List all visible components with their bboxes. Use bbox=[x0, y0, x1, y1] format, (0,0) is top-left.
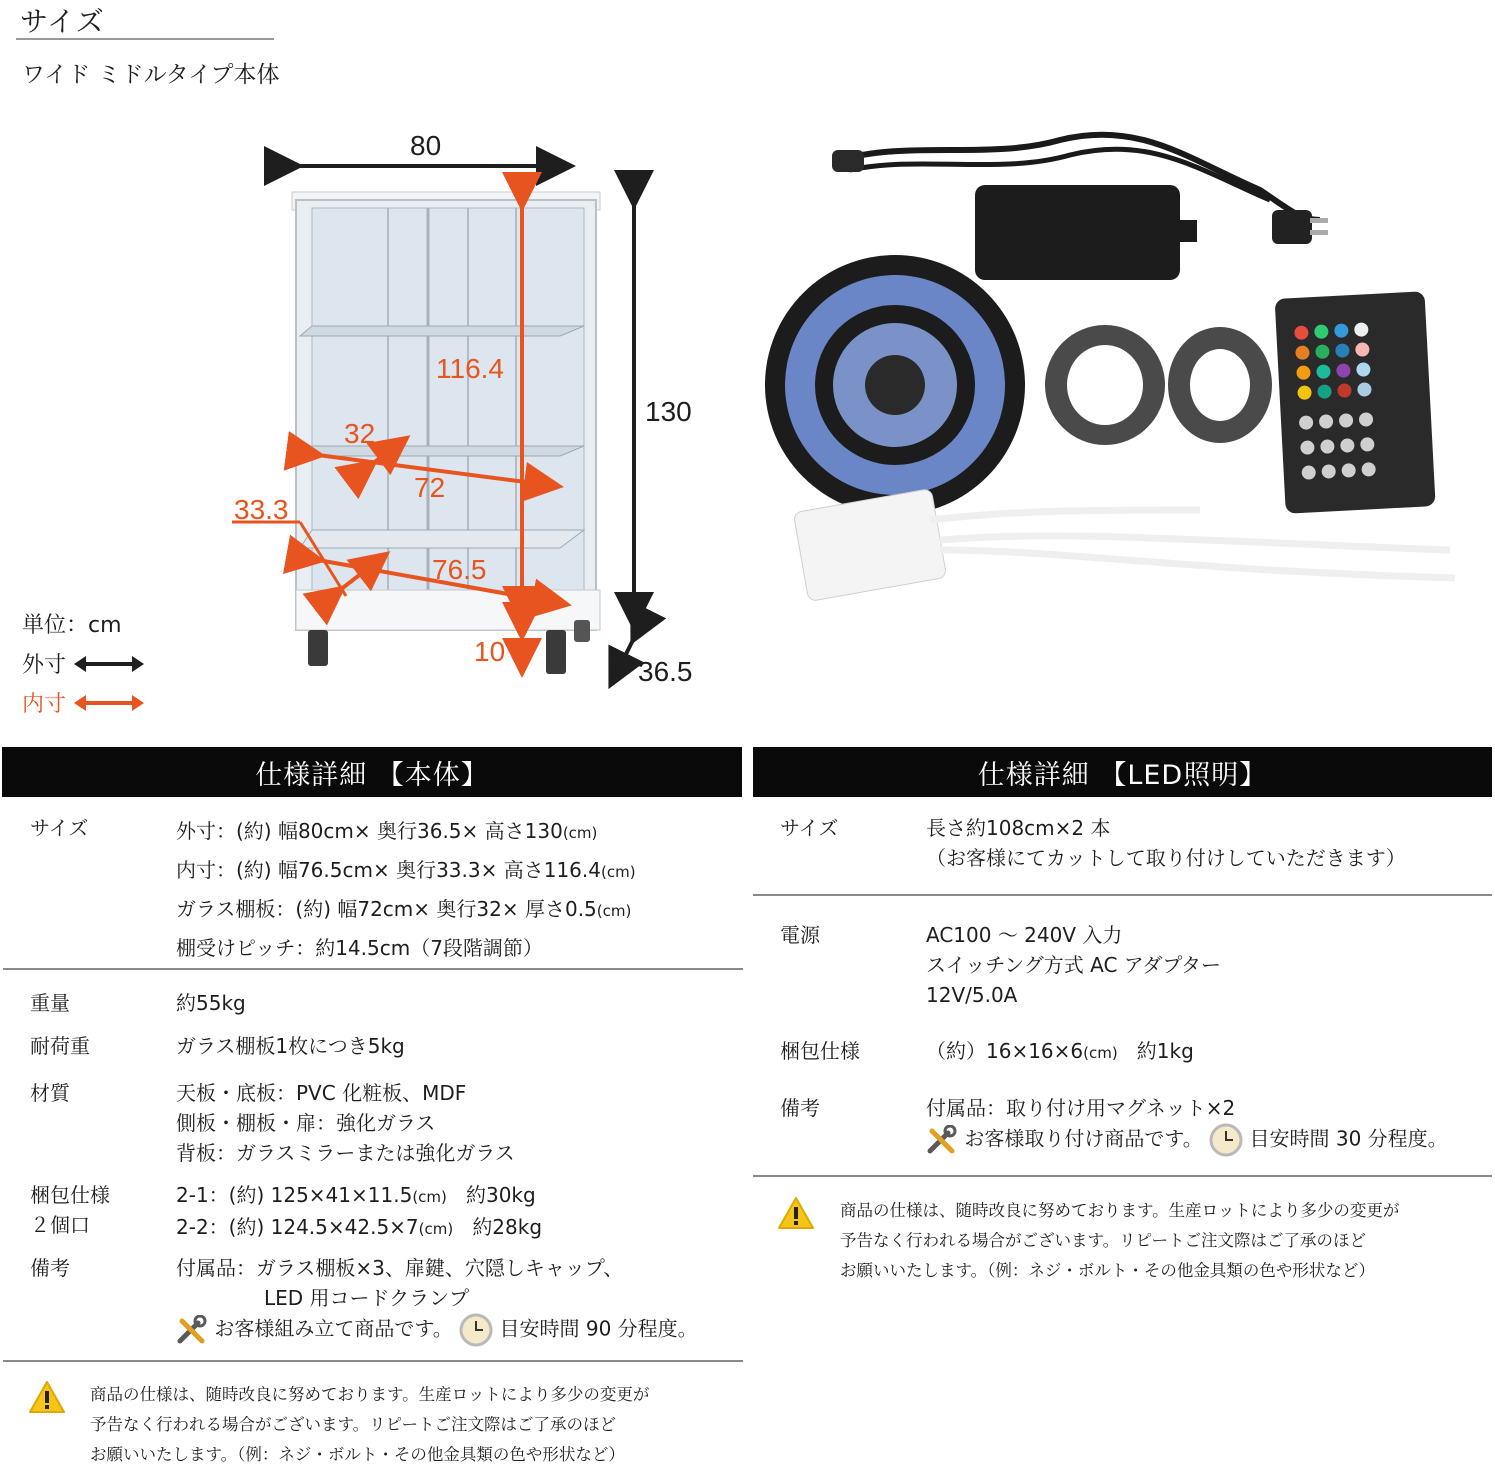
warning-icon bbox=[28, 1380, 66, 1414]
size-line-unit: (cm) bbox=[562, 824, 598, 842]
led-kit-illustration bbox=[760, 100, 1495, 620]
power-line: 12V/5.0A bbox=[926, 983, 1018, 1007]
install-text: お客様取り付け商品です。 bbox=[964, 1126, 1203, 1151]
inner-depth-label: 33.3 bbox=[234, 494, 289, 525]
spec-led-remarks-values bbox=[926, 1093, 1448, 1157]
spec-body-weight-row bbox=[30, 988, 70, 1018]
spec-led-package-value bbox=[926, 1036, 1194, 1068]
material-line: 側板・棚板・扉：強化ガラス bbox=[176, 1111, 436, 1135]
material-line: 背板：ガラスミラーまたは強化ガラス bbox=[176, 1141, 515, 1165]
spec-led-notice bbox=[840, 1196, 1399, 1286]
material-line: 天板・底板：PVC 化粧板、MDF bbox=[176, 1081, 467, 1105]
spec-label: サイズ bbox=[30, 816, 89, 840]
package-dims: 2-1：(約) 125×41×11.5 bbox=[176, 1183, 413, 1207]
package-unit: (cm) bbox=[1083, 1044, 1118, 1062]
clock-icon bbox=[459, 1313, 493, 1347]
spec-led-size-values bbox=[926, 813, 1406, 873]
shelf-depth-label: 32 bbox=[344, 418, 376, 449]
remarks-line: 付属品：取り付け用マグネット×2 bbox=[926, 1096, 1236, 1120]
outer-width-label: 80 bbox=[410, 130, 442, 161]
spec-body-size-row bbox=[30, 813, 88, 843]
package-weight: 約30kg bbox=[465, 1183, 536, 1207]
assembly-text: お客様組み立て商品です。 bbox=[214, 1316, 453, 1341]
spec-label: ２個口 bbox=[30, 1213, 90, 1237]
power-line: スイッチング方式 AC アダプター bbox=[926, 953, 1222, 977]
size-line-text: 内寸：(約) 幅76.5cm× 奥行33.3× 高さ116.4 bbox=[176, 858, 601, 882]
spec-label: 備考 bbox=[780, 1096, 820, 1120]
package-dims: （約）16×16×6 bbox=[926, 1039, 1084, 1063]
led-size-line: （お客様にてカットして取り付けしていただきます） bbox=[926, 846, 1406, 870]
legend-inner bbox=[22, 687, 144, 718]
package-unit: (cm) bbox=[418, 1220, 454, 1238]
clock-icon bbox=[1209, 1123, 1243, 1157]
spec-divider bbox=[753, 1175, 1492, 1177]
time-text: 目安時間 90 分程度。 bbox=[499, 1316, 698, 1341]
spec-body-size-values bbox=[176, 813, 636, 967]
size-line-outer bbox=[176, 813, 636, 852]
spec-led-power-values bbox=[926, 920, 1221, 1010]
size-line-unit: (cm) bbox=[596, 902, 632, 920]
remarks-line: 付属品：ガラス棚板×3、扉鍵、穴隠しキャップ、 bbox=[176, 1256, 624, 1280]
wrench-screwdriver-icon bbox=[926, 1125, 958, 1155]
notice-line: 予告なく行われる場合がございます。リピートご注文際はご了承のほど bbox=[840, 1231, 1367, 1250]
package-weight: 約1kg bbox=[1136, 1039, 1194, 1063]
notice-line: お願いいたします。（例：ネジ・ボルト・その他金具類の色や形状など） bbox=[840, 1261, 1375, 1280]
install-line bbox=[926, 1123, 1448, 1157]
size-line-shelf bbox=[176, 891, 636, 930]
notice-line: 予告なく行われる場合がございます。リピートご注文際はご了承のほど bbox=[90, 1415, 617, 1434]
notice-line: 商品の仕様は、随時改良に努めております。生産ロットにより多少の変更が bbox=[840, 1201, 1400, 1220]
page-title: サイズ bbox=[20, 5, 105, 38]
spec-value: 約55kg bbox=[176, 991, 246, 1015]
legend-outer-label: 外寸 bbox=[22, 653, 67, 678]
size-line-text: 棚受けピッチ：約14.5cm（7段階調節） bbox=[176, 936, 543, 960]
power-line: AC100 ～ 240V 入力 bbox=[926, 923, 1123, 947]
double-arrow-icon bbox=[74, 654, 144, 674]
legend-outer bbox=[22, 648, 144, 679]
spec-label: 電源 bbox=[780, 923, 820, 947]
assembly-line bbox=[176, 1313, 698, 1347]
spec-value: ガラス棚板1枚につき5kg bbox=[176, 1034, 405, 1058]
led-kit-photo bbox=[760, 100, 1495, 620]
legend-inner-label: 内寸 bbox=[22, 692, 67, 717]
package-dims: 2-2：(約) 124.5×42.5×7 bbox=[176, 1215, 419, 1239]
wrench-screwdriver-icon bbox=[176, 1315, 208, 1345]
spec-body-material-values bbox=[176, 1078, 515, 1168]
spec-label: 備考 bbox=[30, 1256, 70, 1280]
spec-label: サイズ bbox=[780, 816, 839, 840]
spec-divider bbox=[753, 894, 1492, 896]
size-line-text: ガラス棚板：(約) 幅72cm× 奥行32× 厚さ0.5 bbox=[176, 897, 597, 921]
size-line-pitch bbox=[176, 930, 636, 967]
package-line bbox=[176, 1212, 542, 1244]
remarks-line: LED 用コードクランプ bbox=[264, 1286, 470, 1310]
spec-divider bbox=[3, 1360, 743, 1362]
spec-label: 材質 bbox=[30, 1081, 70, 1105]
package-weight: 約28kg bbox=[472, 1215, 543, 1239]
leg-height-label: 10 bbox=[474, 636, 506, 667]
package-unit: (cm) bbox=[412, 1188, 447, 1206]
spec-body-notice bbox=[90, 1380, 649, 1466]
spec-body-material-row bbox=[30, 1078, 70, 1108]
inner-width-label: 76.5 bbox=[432, 554, 487, 585]
spec-label: 重量 bbox=[30, 991, 70, 1015]
unit-label: 単位：cm bbox=[22, 613, 122, 638]
outer-depth-label: 36.5 bbox=[638, 656, 693, 687]
shelf-width-label: 72 bbox=[414, 472, 446, 503]
spec-label: 梱包仕様 bbox=[780, 1039, 860, 1063]
package-line bbox=[176, 1180, 542, 1212]
time-text: 目安時間 30 分程度。 bbox=[1249, 1126, 1448, 1151]
spec-body-remarks-row bbox=[30, 1253, 70, 1283]
size-line-text: 外寸：(約) 幅80cm× 奥行36.5× 高さ130 bbox=[176, 819, 563, 843]
spec-body-header: 仕様詳細 【本体】 bbox=[2, 747, 742, 797]
warning-icon bbox=[777, 1196, 815, 1230]
spec-divider bbox=[3, 968, 743, 970]
size-line-unit: (cm) bbox=[601, 863, 636, 881]
double-arrow-icon bbox=[74, 693, 144, 713]
inner-height-label: 116.4 bbox=[436, 353, 504, 384]
title-underline bbox=[16, 38, 274, 40]
spec-body-package-labels bbox=[30, 1180, 110, 1240]
page-subtitle: ワイド ミドルタイプ本体 bbox=[22, 62, 280, 88]
outer-height-label: 130 bbox=[645, 396, 692, 427]
size-line-inner bbox=[176, 852, 636, 891]
led-size-line: 長さ約108cm×2 本 bbox=[926, 816, 1111, 840]
spec-body-load-row bbox=[30, 1031, 90, 1061]
spec-body-remarks-values bbox=[176, 1253, 698, 1347]
notice-line: お願いいたします。（例：ネジ・ボルト・その他金具類の色や形状など） bbox=[90, 1445, 625, 1464]
spec-body-package-values bbox=[176, 1180, 542, 1244]
spec-label: 梱包仕様 bbox=[30, 1183, 110, 1207]
spec-label: 耐荷重 bbox=[30, 1034, 90, 1058]
spec-led-header: 仕様詳細 【LED照明】 bbox=[753, 747, 1492, 797]
notice-line: 商品の仕様は、随時改良に努めております。生産ロットにより多少の変更が bbox=[90, 1385, 650, 1404]
